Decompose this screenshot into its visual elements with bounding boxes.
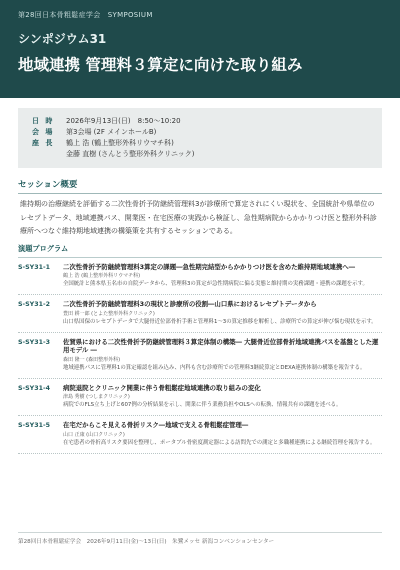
talk-item bbox=[18, 295, 382, 333]
talk-code: S-SY31-2 bbox=[18, 301, 51, 308]
talk-abstract: 山口県国保のレセプトデータで大腿骨近位部骨折手術と管理料1〜3の算定推移を解析し、診療所での算定が伸び悩む現状を示す。 bbox=[63, 318, 377, 325]
talk-code: S-SY31-1 bbox=[18, 263, 51, 271]
talk-item bbox=[18, 379, 382, 417]
date-value: 2026年9月13日(日) 8:50〜10:20 bbox=[66, 117, 181, 125]
overview-text: 維持期の治療継続を評価する二次性骨折予防継続管理料3が診療所で算定されにくい現状を、全国統計や県単位のレセプトデータ、地域連携パス、開業医・在宅医療の実践から検証し、急性期病院からかかりつけ医と整形外科診療所へつなぐ維持期地域連携の構築策を共有するセッションである。 bbox=[20, 200, 377, 235]
overview-heading bbox=[18, 178, 382, 194]
divider bbox=[18, 193, 382, 194]
talk-code: S-SY31-4 bbox=[18, 384, 51, 392]
chair-name: 鶴上 浩 (鶴上整形外科リウマチ科) bbox=[66, 139, 174, 147]
talk-item bbox=[18, 258, 382, 296]
chair-label: 座 長 bbox=[32, 139, 55, 147]
program-heading-text: 演題プログラム bbox=[18, 243, 69, 253]
venue-label: 会 場 bbox=[32, 128, 55, 136]
page-footer bbox=[18, 532, 382, 545]
overview-heading-text: セッション概要 bbox=[18, 180, 78, 190]
society-name: 第28回日本骨粗鬆症学会 SYMPOSIUM bbox=[18, 11, 153, 19]
chair-name: 金藤 直樹 (さんとう整形外科クリニック) bbox=[66, 150, 195, 158]
talk-speaker: 豊田 耕一郎 (とよた整形外科クリニック) bbox=[63, 310, 155, 317]
talk-title: 佐賀県における二次性骨折予防継続管理料３算定体制の構築― 大腿骨近位部骨折地域連携パスを基盤とした運用モデル ― bbox=[63, 337, 379, 354]
session-info-box bbox=[18, 108, 382, 168]
talk-speaker: 津島 秀樹 (つしまクリニック) bbox=[63, 394, 130, 400]
talk-speaker: 鶴上 浩 (鶴上整形外科リウマチ科) bbox=[63, 273, 141, 279]
talk-abstract: 全国統計と熊本県玉名市の自院データから、管理料3の算定が急性期病院に偏る実態と維持期の実務課題・連携の課題を示す。 bbox=[63, 281, 368, 287]
session-title: 地域連携 管理料３算定に向けた取り組み bbox=[18, 56, 303, 74]
venue-value: 第3会場 (2F メインホールB) bbox=[66, 128, 157, 136]
session-header bbox=[0, 0, 400, 98]
talk-code: S-SY31-3 bbox=[18, 338, 51, 346]
talk-abstract: 在宅患者の骨折高リスク要因を整理し、ポータブル骨密度測定器による訪問先での測定と多職種連携による継続管理を報告する。 bbox=[63, 439, 376, 446]
talk-title: 病院退院とクリニック開業に伴う骨粗鬆症地域連携の取り組みの変化 bbox=[63, 383, 261, 392]
talk-item bbox=[18, 416, 382, 454]
footer-text: 第28回日本骨粗鬆症学会 2026年9月11日(金)〜13日(日) 朱鷺メッセ 新潟コンベンションセンター bbox=[18, 539, 275, 545]
talk-speaker: 山口 正康 (山口クリニック) bbox=[63, 431, 125, 438]
talk-item bbox=[18, 333, 382, 379]
talk-title: 在宅だからこそ見える骨折リスク―地域で支える骨粗鬆症管理― bbox=[63, 421, 249, 429]
date-row bbox=[32, 116, 372, 127]
divider bbox=[18, 532, 382, 533]
talk-abstract: 病院でのFLS立ち上げと607例の分析結果を示し、開業に伴う業務負担やOLSへの転換、情報共有の課題を述べる。 bbox=[63, 402, 342, 408]
chair-list bbox=[66, 138, 195, 160]
date-label: 日 時 bbox=[32, 117, 55, 125]
talk-abstract: 地域連携パスに管理料1の算定確認を組み込み、内科も含む診療所での管理料3継続算定とDEXA連携体制の構築を報告する。 bbox=[63, 364, 366, 371]
program-heading bbox=[18, 244, 382, 258]
talk-code: S-SY31-5 bbox=[18, 422, 51, 429]
chair-row bbox=[32, 138, 372, 160]
symposium-number: シンポジウム31 bbox=[18, 32, 107, 46]
talk-speaker: 森田 隆一 (森田整形外科) bbox=[63, 356, 121, 363]
talk-title: 二次性骨折予防継続管理料3の現状と診療所の役割―山口県におけるレセプトデータから bbox=[63, 300, 317, 308]
venue-row bbox=[32, 127, 372, 138]
talk-title: 二次性骨折予防継続管理料3算定の課題―急性期完結型からかかりつけ医を含めた維持期地域連携へ― bbox=[63, 262, 356, 271]
